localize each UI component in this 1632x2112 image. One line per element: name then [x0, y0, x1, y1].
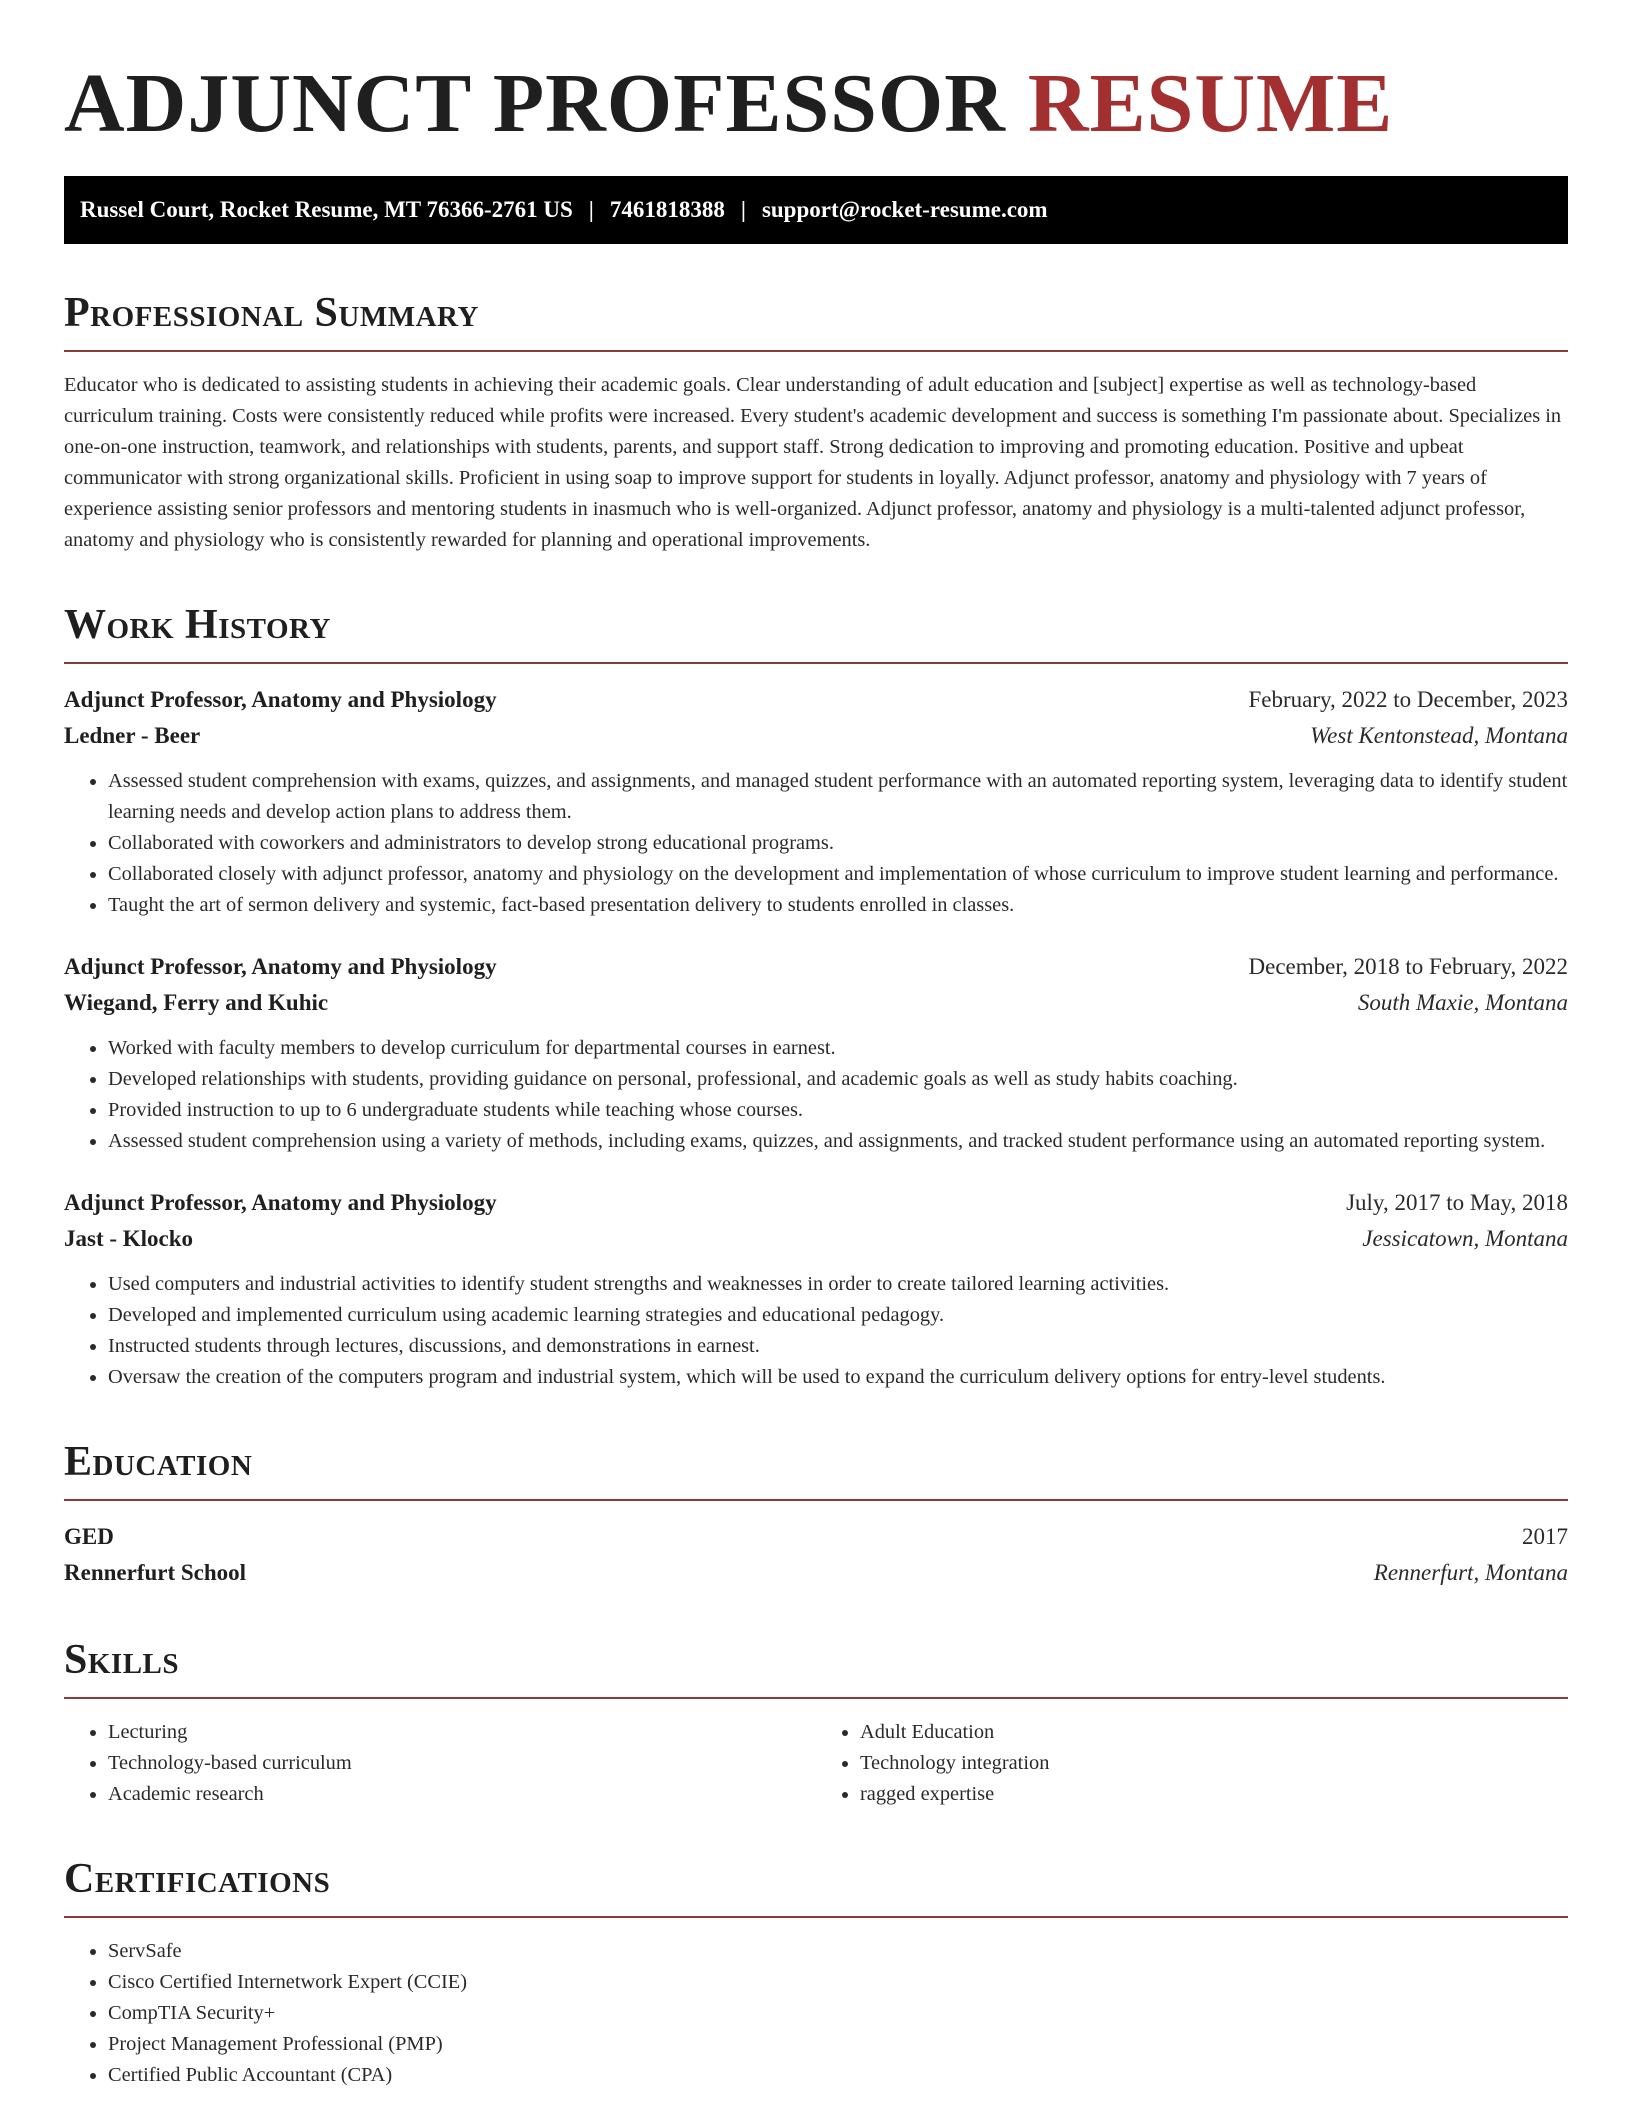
job-location: South Maxie, Montana: [1357, 990, 1568, 1015]
title-accent: RESUME: [1027, 57, 1394, 150]
certification-item: • Certified Public Accountant (CPA): [108, 2060, 1568, 2091]
job-company-row: [64, 1221, 1568, 1257]
skill-item: • Academic research: [108, 1779, 816, 1810]
job-header-row: [64, 1185, 1568, 1221]
job-header-row: [64, 682, 1568, 718]
contact-separator: |: [588, 197, 594, 222]
section-divider: [64, 1916, 1568, 1918]
job-bullet: • Used computers and industrial activities to identify student strengths and weaknesses in order to create tailored learning activities.: [108, 1269, 1568, 1300]
job-entry: [64, 1185, 1568, 1393]
skills-column-right: [816, 1717, 1568, 1810]
job-bullets: [64, 1269, 1568, 1393]
job-company: Wiegand, Ferry and Kuhic: [64, 990, 329, 1015]
contact-email: support@rocket-resume.com: [761, 197, 1048, 222]
job-bullets: [64, 766, 1568, 921]
contact-address: Russel Court, Rocket Resume, MT 76366-2761 US: [80, 197, 573, 222]
education-year: 2017: [1522, 1524, 1568, 1549]
skill-item: • Technology integration: [860, 1748, 1568, 1779]
job-title: Adjunct Professor, Anatomy and Physiology: [64, 687, 497, 712]
education-degree: GED: [64, 1524, 114, 1549]
certification-item: • Cisco Certified Internetwork Expert (CCIE): [108, 1967, 1568, 1998]
job-bullet: • Provided instruction to up to 6 undergraduate students while teaching whose courses.: [108, 1095, 1568, 1126]
job-bullet: • Collaborated closely with adjunct professor, anatomy and physiology on the development and implementation of whose curriculum to improve student learning and performance.: [108, 859, 1568, 890]
job-company: Jast - Klocko: [64, 1226, 194, 1251]
work-history-heading: Work History: [64, 602, 331, 648]
job-header-row: [64, 949, 1568, 985]
skills-column-left: [64, 1717, 816, 1810]
job-location: West Kentonstead, Montana: [1310, 723, 1568, 748]
certification-item: • ServSafe: [108, 1936, 1568, 1967]
skill-item: • Lecturing: [108, 1717, 816, 1748]
title-main: ADJUNCT PROFESSOR: [64, 57, 1006, 150]
skill-item: • Adult Education: [860, 1717, 1568, 1748]
job-bullet: • Taught the art of sermon delivery and systemic, fact-based presentation delivery to students enrolled in classes.: [108, 890, 1568, 921]
job-location: Jessicatown, Montana: [1362, 1226, 1568, 1251]
education-degree-row: [64, 1519, 1568, 1555]
summary-text: Educator who is dedicated to assisting students in achieving their academic goals. Clear understanding of adult education and [subject] expertise as well as technology-based curriculum training. Costs were consistently reduced while profits were increased. Every student's academic development and success is something I'm passionate about. Specializes in one-on-one instruction, teamwork, and relationships with students, parents, and support staff. Strong dedication to improving and promoting education. Positive and upbeat communicator with strong organizational skills. Proficient in using soap to improve support for students in loyally. Adjunct professor, anatomy and physiology with 7 years of experience assisting senior professors and mentoring students in inasmuch who is well-organized. Adjunct professor, anatomy and physiology is a multi-talented adjunct professor, anatomy and physiology who is consistently rewarded for planning and operational improvements.: [64, 374, 1562, 551]
skill-item: • ragged expertise: [860, 1779, 1568, 1810]
section-divider: [64, 1499, 1568, 1501]
resume-title: [64, 56, 1568, 152]
section-divider: [64, 350, 1568, 352]
education-heading: Education: [64, 1439, 253, 1485]
job-bullet: • Worked with faculty members to develop curriculum for departmental courses in earnest.: [108, 1033, 1568, 1064]
summary-heading: Professional Summary: [64, 290, 479, 336]
contact-separator: |: [740, 197, 746, 222]
certifications-heading: Certifications: [64, 1856, 331, 1902]
job-dates: December, 2018 to February, 2022: [1248, 954, 1568, 979]
contact-bar: [64, 176, 1568, 244]
job-bullet: • Instructed students through lectures, discussions, and demonstrations in earnest.: [108, 1331, 1568, 1362]
job-title: Adjunct Professor, Anatomy and Physiology: [64, 954, 497, 979]
certification-item: • CompTIA Security+: [108, 1998, 1568, 2029]
job-bullet: • Assessed student comprehension with exams, quizzes, and assignments, and managed student performance with an automated reporting system, leveraging data to identify student learning needs and develop action plans to address them.: [108, 766, 1568, 828]
certifications-bullets: [64, 1936, 1568, 2091]
certifications-list: [64, 1936, 1568, 2091]
job-dates: July, 2017 to May, 2018: [1346, 1190, 1568, 1215]
job-bullet: • Assessed student comprehension using a variety of methods, including exams, quizzes, and assignments, and tracked student performance using an automated reporting system.: [108, 1126, 1568, 1157]
education-school: Rennerfurt School: [64, 1560, 247, 1585]
section-divider: [64, 1697, 1568, 1699]
job-dates: February, 2022 to December, 2023: [1248, 687, 1568, 712]
contact-phone: 7461818388: [609, 197, 725, 222]
job-company-row: [64, 718, 1568, 754]
job-company: Ledner - Beer: [64, 723, 201, 748]
job-bullet: • Collaborated with coworkers and administrators to develop strong educational programs.: [108, 828, 1568, 859]
certification-item: • Project Management Professional (PMP): [108, 2029, 1568, 2060]
job-entry: [64, 949, 1568, 1157]
skill-item: • Technology-based curriculum: [108, 1748, 816, 1779]
job-entry: [64, 682, 1568, 921]
skills-grid: [64, 1717, 1568, 1810]
job-title: Adjunct Professor, Anatomy and Physiology: [64, 1190, 497, 1215]
job-bullet: • Developed relationships with students, providing guidance on personal, professional, and academic goals as well as study habits coaching.: [108, 1064, 1568, 1095]
job-bullet: • Oversaw the creation of the computers program and industrial system, which will be used to expand the curriculum delivery options for entry-level students.: [108, 1362, 1568, 1393]
job-bullets: [64, 1033, 1568, 1157]
education-location: Rennerfurt, Montana: [1373, 1560, 1568, 1585]
section-divider: [64, 662, 1568, 664]
job-bullet: • Developed and implemented curriculum using academic learning strategies and educational pedagogy.: [108, 1300, 1568, 1331]
education-school-row: [64, 1555, 1568, 1591]
job-company-row: [64, 985, 1568, 1021]
skills-heading: Skills: [64, 1637, 180, 1683]
